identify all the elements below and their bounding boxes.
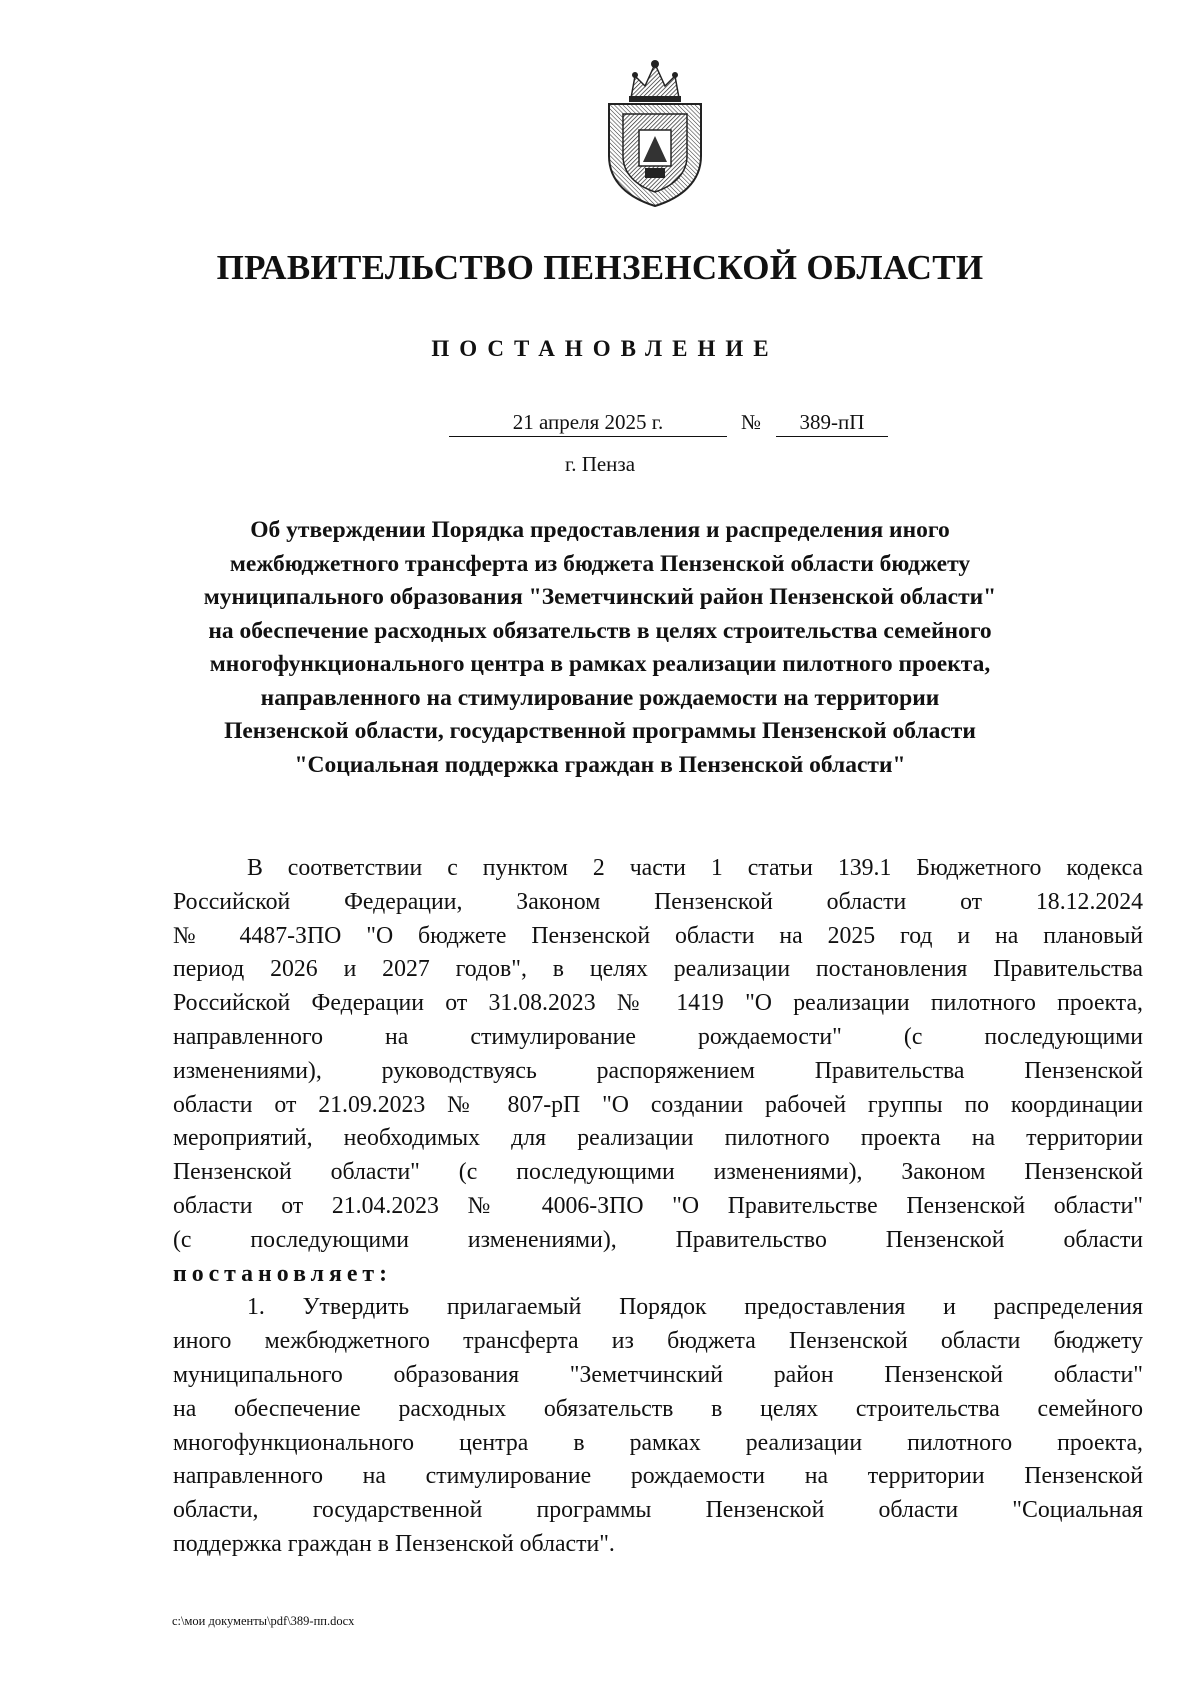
preamble-line: области от 21.04.2023 № 4006-ЗПО "О Правительстве Пензенской области" [173, 1192, 1143, 1219]
preamble-line: № 4487-ЗПО "О бюджете Пензенской области на 2025 год и на плановый [173, 922, 1143, 949]
preamble-line: Российской Федерации от 31.08.2023 № 1419 "О реализации пилотного проекта, [173, 990, 1143, 1017]
number-sign: № [741, 410, 762, 434]
item1-line: многофункционального центра в рамках реализации пилотного проекта, [173, 1429, 1143, 1456]
footer-file-path: c:\мои документы\pdf\389-пп.docx [172, 1614, 355, 1628]
document-type: ПОСТАНОВЛЕНИЕ [431, 336, 779, 361]
item1-line: поддержка граждан в Пензенской области". [173, 1530, 615, 1557]
item1-line: иного межбюджетного трансферта из бюджета Пензенской области бюджету [173, 1328, 1143, 1355]
item1-line: муниципального образования "Земетчинский район Пензенской области" [173, 1361, 1143, 1388]
subject-line: "Социальная поддержка граждан в Пензенской области" [294, 751, 906, 778]
government-title: ПРАВИТЕЛЬСТВО ПЕНЗЕНСКОЙ ОБЛАСТИ [216, 248, 984, 287]
subject-line: Об утверждении Порядка предоставления и распределения иного [250, 517, 950, 543]
subject-line: Пензенской области, государственной программы Пензенской области [224, 718, 976, 744]
resolves-word: постановляет: [173, 1260, 393, 1287]
preamble-line: период 2026 и 2027 годов", в целях реализации постановления Правительства [173, 956, 1143, 983]
preamble-line: Российской Федерации, Законом Пензенской области от 18.12.2024 [173, 888, 1143, 915]
item1-line: на обеспечение расходных обязательств в целях строительства семейного [173, 1395, 1143, 1422]
preamble-line: Пензенской области" (с последующими изменениями), Законом Пензенской [173, 1159, 1143, 1186]
preamble-line: (с последующими изменениями), Правительство Пензенской области [173, 1226, 1143, 1253]
preamble-line: направленного на стимулирование рождаемости" (с последующими [173, 1023, 1143, 1050]
preamble-line: мероприятий, необходимых для реализации пилотного проекта на территории [173, 1125, 1143, 1152]
item1-line: 1. Утвердить прилагаемый Порядок предоставления и распределения [247, 1294, 1143, 1321]
preamble-line: В соответствии с пунктом 2 части 1 статьи 139.1 Бюджетного кодекса [247, 855, 1143, 881]
preamble-line: изменениями), руководствуясь распоряжением Правительства Пензенской [173, 1057, 1143, 1084]
document-city: г. Пенза [564, 452, 636, 476]
subject-line: многофункционального центра в рамках реализации пилотного проекта, [209, 651, 991, 677]
subject-line: на обеспечение расходных обязательств в целях строительства семейного [208, 617, 992, 644]
subject-line: межбюджетного трансферта из бюджета Пензенской области бюджету [229, 550, 971, 577]
subject-line: муниципального образования "Земетчинский район Пензенской области" [203, 584, 997, 610]
document-subject [170, 514, 1030, 782]
document-number: 389-пП [776, 410, 888, 437]
item1-line: области, государственной программы Пензенской области "Социальная [173, 1497, 1143, 1524]
subject-line: направленного на стимулирование рождаемости на территории [260, 684, 940, 711]
penza-region-coat-of-arms-icon [601, 58, 709, 208]
preamble-line: области от 21.09.2023 № 807-рП "О создании рабочей группы по координации [173, 1091, 1143, 1118]
document-date: 21 апреля 2025 г. [449, 410, 727, 437]
document-body [173, 852, 1143, 1562]
item1-line: направленного на стимулирование рождаемости на территории Пензенской [173, 1463, 1143, 1490]
